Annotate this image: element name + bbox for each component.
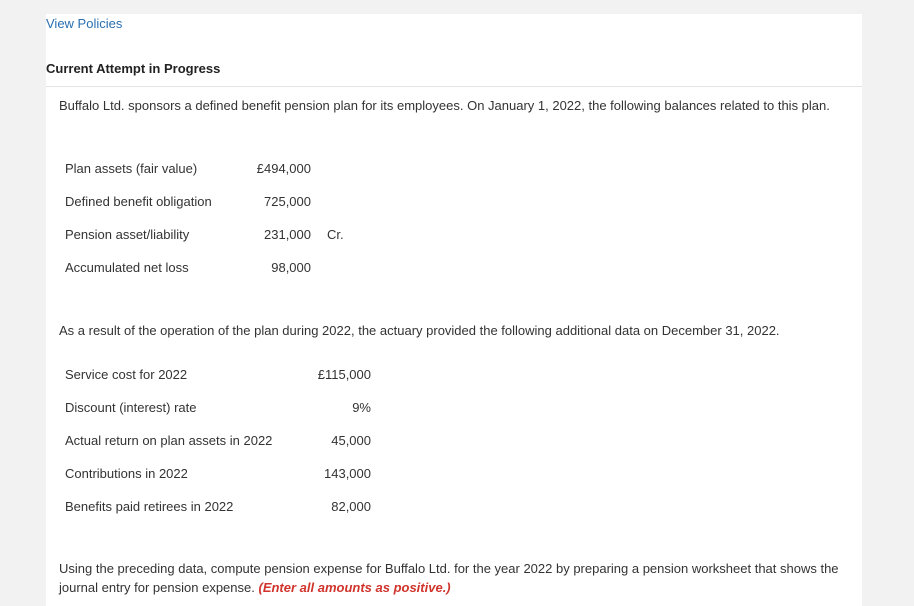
balance-label: Defined benefit obligation xyxy=(65,194,212,209)
table-row xyxy=(65,424,371,457)
table-row xyxy=(65,152,387,185)
problem-instruction: Using the preceding data, compute pension expense for Buffalo Ltd. for the year 2022 by preparing a pension worksheet that shows the journal entry for pension expense. xyxy=(59,561,839,595)
data-value: 9% xyxy=(352,400,371,415)
problem-intro: Buffalo Ltd. sponsors a defined benefit pension plan for its employees. On January 1, 2022, the following balances related to this plan. xyxy=(59,98,830,113)
entry-hint: (Enter all amounts as positive.) xyxy=(258,580,451,595)
table-row xyxy=(65,251,387,284)
data-value: 143,000 xyxy=(324,466,371,481)
data-label: Discount (interest) rate xyxy=(65,400,197,415)
view-policies-link[interactable]: View Policies xyxy=(46,16,123,31)
balance-value: 98,000 xyxy=(271,260,311,275)
balance-note xyxy=(311,185,387,218)
data-value: 82,000 xyxy=(331,499,371,514)
table-row xyxy=(65,185,387,218)
balance-note xyxy=(311,152,387,185)
divider xyxy=(46,86,862,87)
question-card xyxy=(46,14,862,606)
table-row xyxy=(65,391,371,424)
data-value: 45,000 xyxy=(331,433,371,448)
balance-note xyxy=(311,251,387,284)
data-label: Service cost for 2022 xyxy=(65,367,188,382)
data-label: Benefits paid retirees in 2022 xyxy=(65,499,234,514)
attempt-title: Current Attempt in Progress xyxy=(46,61,221,76)
balance-label: Accumulated net loss xyxy=(65,260,189,275)
balance-label: Pension asset/liability xyxy=(65,227,190,242)
problem-mid: As a result of the operation of the plan during 2022, the actuary provided the following additional data on December 31, 2022. xyxy=(59,323,780,338)
balance-note: Cr. xyxy=(327,227,344,242)
problem-outro xyxy=(59,559,849,597)
additional-data-table xyxy=(65,358,371,523)
table-row xyxy=(65,457,371,490)
opening-balances-table xyxy=(65,152,387,284)
balance-value: £494,000 xyxy=(256,161,311,176)
balance-value: 725,000 xyxy=(264,194,311,209)
table-row xyxy=(65,218,387,251)
balance-label: Plan assets (fair value) xyxy=(65,161,198,176)
data-label: Actual return on plan assets in 2022 xyxy=(65,433,273,448)
data-label: Contributions in 2022 xyxy=(65,466,188,481)
table-row xyxy=(65,490,371,523)
table-row xyxy=(65,358,371,391)
balance-value: 231,000 xyxy=(264,227,311,242)
data-value: £115,000 xyxy=(317,367,371,382)
